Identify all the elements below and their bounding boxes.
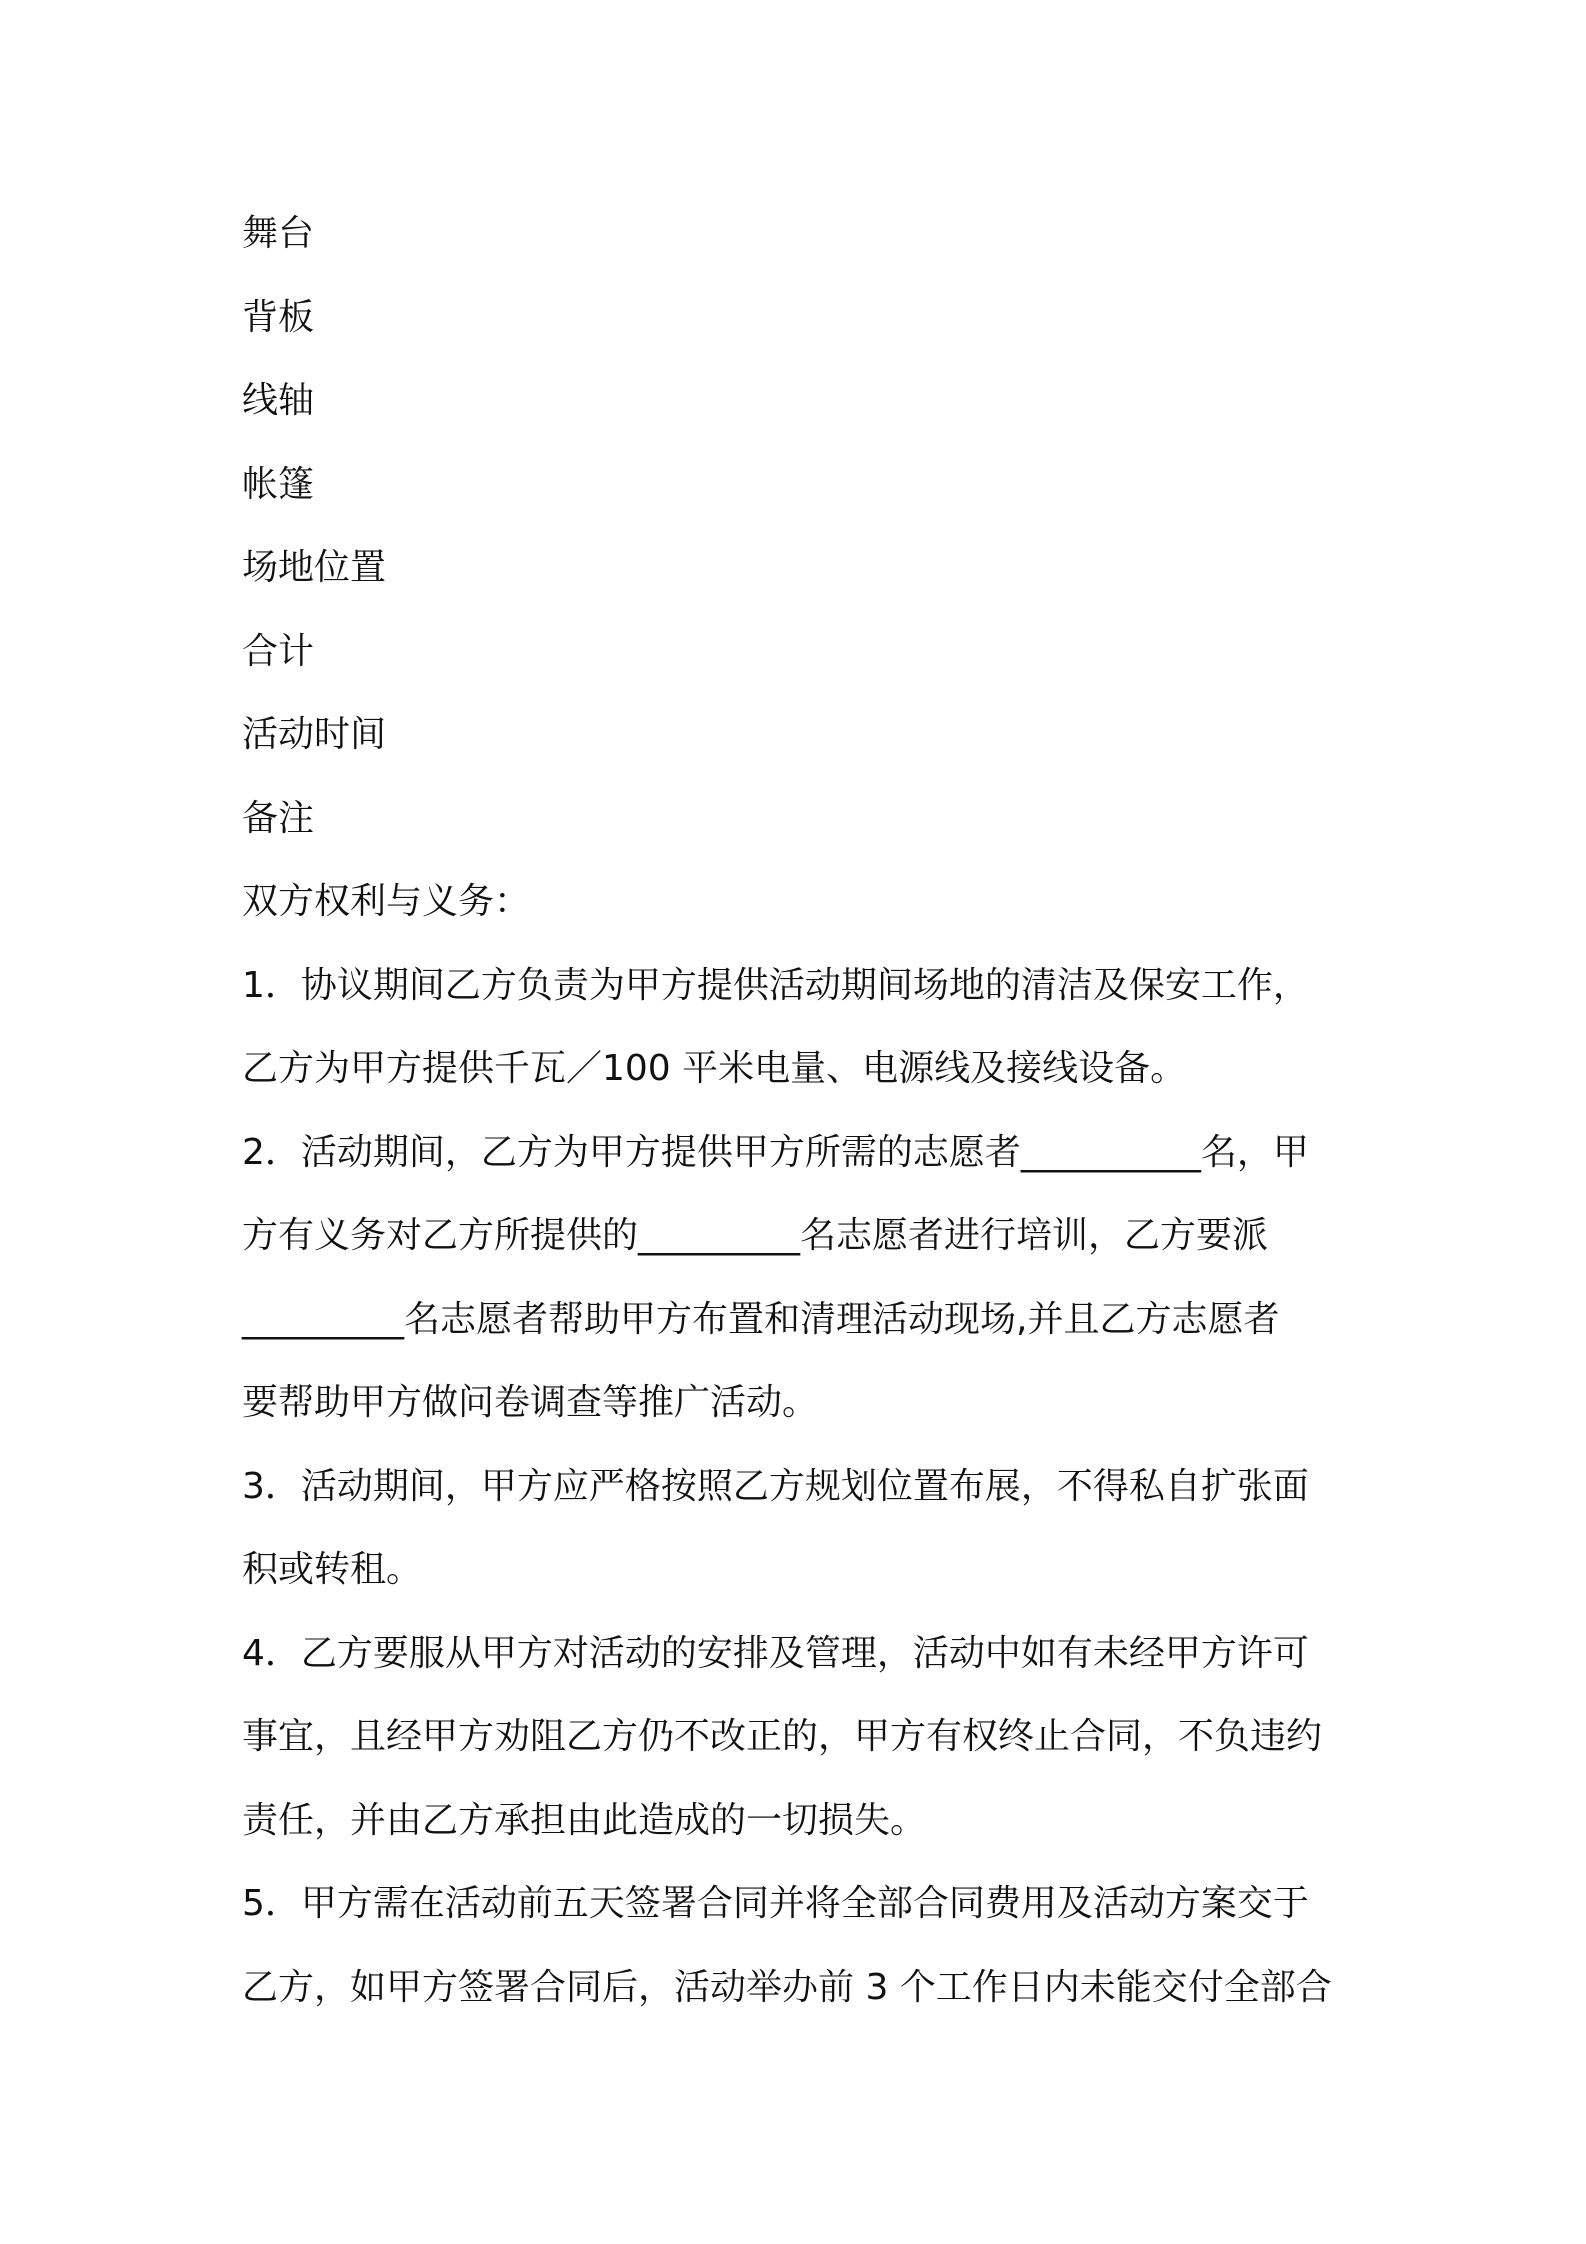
clause-line: 乙方，如甲方签署合同后，活动举办前 3 个工作日内未能交付全部合 [242, 1966, 1332, 2008]
clause-1 [242, 944, 1352, 1111]
label-total: 合计 [242, 630, 315, 672]
label-stage: 舞台 [242, 213, 315, 254]
clause-line: 要帮助甲方做问卷调查等推广活动。 [242, 1382, 819, 1423]
label-cable-reel: 线轴 [242, 380, 315, 421]
label-remarks: 备注 [242, 797, 315, 839]
document-body [242, 192, 1352, 2029]
clause-5 [242, 1862, 1352, 2029]
label-venue-location: 场地位置 [242, 547, 387, 588]
label-backboard: 背板 [242, 296, 315, 338]
section-heading-rights-obligations: 双方权利与义务： [242, 881, 531, 922]
clause-line: _________名志愿者帮助甲方布置和清理活动现场,并且乙方志愿者 [242, 1298, 1280, 1340]
clause-2 [242, 1111, 1352, 1445]
clause-line: 1．协议期间乙方负责为甲方提供活动期间场地的清洁及保安工作， [242, 964, 1309, 1006]
label-tent: 帐篷 [242, 463, 315, 505]
clause-3 [242, 1445, 1352, 1612]
clause-line: 3．活动期间，甲方应严格按照乙方规划位置布展，不得私自扩张面 [242, 1465, 1309, 1507]
clause-line: 2．活动期间，乙方为甲方提供甲方所需的志愿者__________名，甲 [242, 1131, 1309, 1173]
clause-line: 责任，并由乙方承担由此造成的一切损失。 [242, 1799, 927, 1841]
clause-4 [242, 1612, 1352, 1863]
clause-line: 乙方为甲方提供千瓦／100 平米电量、电源线及接线设备。 [242, 1048, 1187, 1089]
clause-line: 积或转租。 [242, 1549, 423, 1590]
clause-line: 5．甲方需在活动前五天签署合同并将全部合同费用及活动方案交于 [242, 1883, 1309, 1924]
clause-line: 4．乙方要服从甲方对活动的安排及管理，活动中如有未经甲方许可 [242, 1632, 1309, 1674]
clause-line: 方有义务对乙方所提供的_________名志愿者进行培训，乙方要派 [242, 1215, 1269, 1256]
label-activity-time: 活动时间 [242, 714, 387, 755]
clause-line: 事宜，且经甲方劝阻乙方仍不改正的，甲方有权终止合同，不负违约 [242, 1716, 1323, 1757]
